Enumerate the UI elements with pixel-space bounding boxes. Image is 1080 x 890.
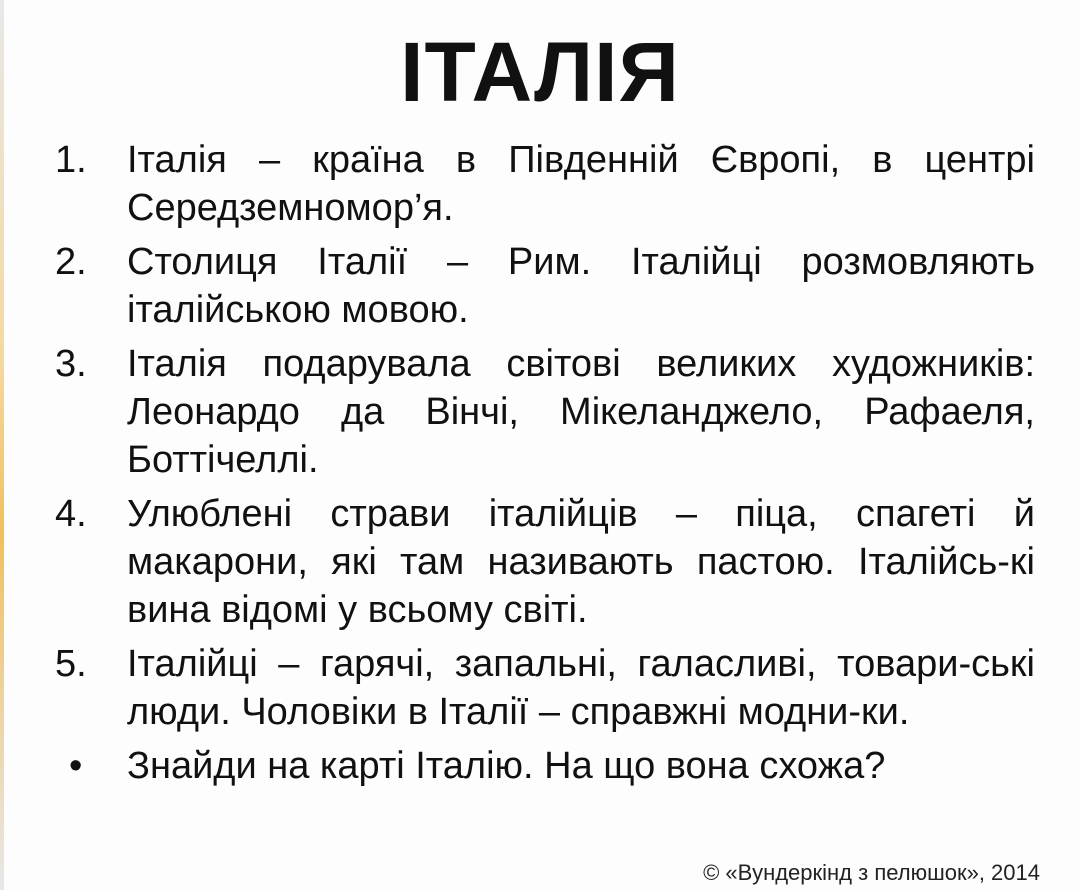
card-edge <box>0 0 4 890</box>
list-item <box>55 136 1035 232</box>
item-text: Італія подарувала світові великих художників: Леонардо да Вінчі, Мікеланджело, Рафаеля, Боттічеллі. <box>127 343 1035 481</box>
item-number: 2. <box>55 241 87 283</box>
task-text: Знайди на карті Італію. На що вона схожа? <box>127 745 886 787</box>
item-text: Столиця Італії – Рим. Італійці розмовляють італійською мовою. <box>127 241 1035 331</box>
item-number: 3. <box>55 343 87 385</box>
fact-list <box>55 136 1035 790</box>
item-number: 4. <box>55 493 87 535</box>
list-item <box>55 640 1035 736</box>
item-text: Улюблені страви італійців – піца, спагеті й макарони, які там називають пастою. Італійсь-кі вина відомі у всьому світі. <box>127 493 1035 631</box>
list-item <box>55 238 1035 334</box>
copyright-notice: © «Вундеркінд з пелюшок», 2014 <box>703 860 1040 885</box>
item-number: 5. <box>55 643 87 685</box>
list-item <box>55 490 1035 634</box>
bullet-icon: • <box>69 745 83 787</box>
task-item <box>55 742 1035 790</box>
item-text: Італійці – гарячі, запальні, галасливі, товари-ські люди. Чоловіки в Італії – справжні модни-ки. <box>127 643 1035 733</box>
item-text: Італія – країна в Південній Європі, в центрі Середземномор’я. <box>127 139 1035 229</box>
item-number: 1. <box>55 139 87 181</box>
list-item <box>55 340 1035 484</box>
page-title: ІТАЛІЯ <box>400 25 680 119</box>
